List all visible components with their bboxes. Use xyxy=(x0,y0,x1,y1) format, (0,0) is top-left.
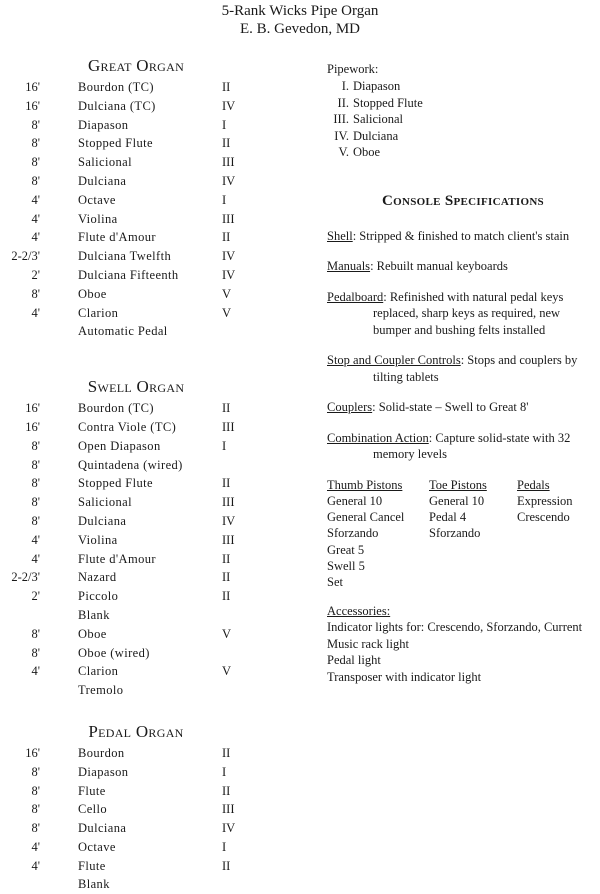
stop-pitch: 2-2/3' xyxy=(11,570,40,585)
stop-pitch: 4' xyxy=(31,532,40,547)
stop-row xyxy=(0,78,300,97)
spec-label: Stop and Coupler Controls xyxy=(327,353,461,367)
stop-name: Piccolo xyxy=(78,589,119,604)
pipework-item xyxy=(327,128,599,145)
stop-row xyxy=(0,606,300,625)
stop-rank: IV xyxy=(222,267,236,282)
stop-name: Clarion xyxy=(78,664,119,679)
accessory-item: Transposer with indicator light xyxy=(327,669,482,684)
stop-rank: I xyxy=(222,764,227,779)
spec-line xyxy=(327,399,599,416)
stop-pitch: 8' xyxy=(31,513,40,528)
stop-rank: II xyxy=(222,401,231,416)
stop-name: Cello xyxy=(78,802,108,817)
toe-piston-item: Pedal 4 xyxy=(429,510,467,525)
spec-label: Shell xyxy=(327,228,353,243)
spec-label: Combination Action xyxy=(327,430,429,445)
stop-row xyxy=(0,550,300,569)
stop-pitch: 4' xyxy=(31,551,40,566)
great-organ-title: Great Organ xyxy=(87,56,185,75)
stop-name: Flute xyxy=(78,783,106,798)
stop-pitch: 16' xyxy=(25,401,40,416)
stop-row xyxy=(0,474,300,493)
accessory-item: Music rack light xyxy=(327,636,409,651)
stop-rank: III xyxy=(222,802,235,817)
great-organ-section xyxy=(0,56,300,341)
stop-name: Contra Viole (TC) xyxy=(78,419,177,434)
stop-name: Stopped Flute xyxy=(78,476,153,491)
pipework-rank-number: II. xyxy=(337,95,349,110)
stop-row xyxy=(0,210,300,229)
stop-row xyxy=(0,493,300,512)
pipework-rank-number: III. xyxy=(333,112,349,126)
stop-name: Nazard xyxy=(78,570,117,585)
stop-pitch: 4' xyxy=(31,192,40,207)
console-spec xyxy=(327,228,599,245)
spec-text: : Refinished with natural pedal keys xyxy=(383,289,564,304)
stop-pitch: 8' xyxy=(31,764,40,779)
stop-rank: II xyxy=(222,476,231,491)
stop-row xyxy=(0,625,300,644)
stop-rank: IV xyxy=(222,98,236,113)
stop-name: Dulciana Twelfth xyxy=(78,249,172,264)
stop-row xyxy=(0,97,300,116)
stop-rank: II xyxy=(222,136,231,151)
stop-row xyxy=(0,191,300,210)
stop-rank: V xyxy=(222,664,232,679)
spec-continuation: replaced, sharp keys as required, new bumper and bushing felts installed xyxy=(373,306,561,337)
stop-name: Tremolo xyxy=(78,683,124,698)
stop-pitch: 16' xyxy=(25,419,40,434)
toe-pistons-title: Toe Pistons xyxy=(429,477,487,492)
stop-name: Open Diapason xyxy=(78,438,161,453)
stop-pitch: 4' xyxy=(31,858,40,873)
pipework-rank-name: Oboe xyxy=(353,145,381,159)
stop-rank: I xyxy=(222,117,227,132)
stop-row xyxy=(0,116,300,135)
stop-pitch: 4' xyxy=(31,839,40,854)
spec-label: Manuals xyxy=(327,259,371,273)
console-spec xyxy=(327,258,599,275)
stop-row xyxy=(0,456,300,475)
swell-organ-section xyxy=(0,377,300,700)
stop-rank: III xyxy=(222,532,235,547)
stop-rank: II xyxy=(222,80,231,94)
spec-label: Pedalboard xyxy=(327,289,384,304)
console-spec xyxy=(327,289,599,339)
stop-pitch: 4' xyxy=(31,305,40,320)
document-subtitle: E. B. Gevedon, MD xyxy=(240,21,360,37)
stop-row xyxy=(0,875,300,894)
stop-name: Bourdon (TC) xyxy=(78,80,154,94)
stop-pitch: 8' xyxy=(31,117,40,132)
stop-row xyxy=(0,512,300,531)
stop-rank xyxy=(222,606,262,625)
stop-name: Clarion xyxy=(78,305,119,320)
stop-row xyxy=(0,304,300,323)
pipework-item xyxy=(327,95,599,112)
spec-label: Couplers xyxy=(327,400,373,414)
pipework-rank-name: Salicional xyxy=(353,112,403,126)
stop-row xyxy=(0,285,300,304)
stop-rank: III xyxy=(222,211,235,226)
stop-row xyxy=(0,418,300,437)
stop-name: Oboe xyxy=(78,286,107,301)
stop-name: Dulciana xyxy=(78,173,127,188)
stop-row xyxy=(0,662,300,681)
stop-pitch: 8' xyxy=(31,286,40,301)
pedals-column xyxy=(517,477,573,591)
stop-rank: IV xyxy=(222,249,236,264)
stop-name: Salicional xyxy=(78,495,132,510)
stop-name: Bourdon xyxy=(78,745,125,760)
swell-organ-title: Swell Organ xyxy=(87,377,185,397)
stop-name: Octave xyxy=(78,839,116,854)
stop-rank: II xyxy=(222,570,231,585)
pipework-rank-number: I. xyxy=(341,79,349,93)
pipework-item xyxy=(327,78,599,95)
stop-rank: I xyxy=(222,839,227,854)
thumb-piston-item: Great 5 xyxy=(327,542,365,557)
thumb-piston-item: Sforzando xyxy=(327,526,379,541)
stop-rank xyxy=(222,322,262,341)
stop-rank xyxy=(222,644,262,663)
stop-pitch: 8' xyxy=(31,783,40,798)
stop-rank: IV xyxy=(222,173,236,188)
stop-row xyxy=(0,838,300,857)
stop-pitch: 16' xyxy=(25,98,40,113)
document-header xyxy=(0,2,600,38)
stop-pitch: 8' xyxy=(31,173,40,188)
stop-row xyxy=(0,322,300,341)
stop-name: Flute xyxy=(78,858,106,873)
stop-name: Dulciana (TC) xyxy=(78,98,156,113)
spec-line xyxy=(327,258,599,275)
stop-name: Bourdon (TC) xyxy=(78,401,154,416)
stop-row xyxy=(0,134,300,153)
stop-pitch: 4' xyxy=(31,664,40,679)
stop-name: Salicional xyxy=(78,155,132,170)
stop-pitch: 8' xyxy=(31,821,40,836)
toe-pistons-column xyxy=(429,477,517,591)
thumb-piston-item: General 10 xyxy=(327,493,383,508)
thumb-piston-item: General Cancel xyxy=(327,510,405,525)
pipework-rank-number: V. xyxy=(338,145,349,159)
spec-text: : Capture solid-state with 32 xyxy=(428,430,571,445)
stop-name: Violina xyxy=(78,211,118,226)
pedal-organ-title: Pedal Organ xyxy=(88,721,184,741)
pipework-rank-name: Dulciana xyxy=(353,128,399,143)
pipework-item xyxy=(327,144,599,161)
thumb-pistons-title: Thumb Pistons xyxy=(327,477,403,492)
great-stop-list xyxy=(0,78,300,341)
stop-pitch: 2-2/3' xyxy=(11,249,40,264)
pedal-item: Crescendo xyxy=(517,510,570,525)
stop-row xyxy=(0,228,300,247)
stop-rank: IV xyxy=(222,513,236,528)
stop-name: Quintadena (wired) xyxy=(78,457,183,472)
stop-rank: III xyxy=(222,155,235,170)
accessories-title: Accessories: xyxy=(327,603,391,618)
stop-rank: II xyxy=(222,230,231,245)
stop-name: Diapason xyxy=(78,764,129,779)
pipework-list xyxy=(327,78,599,161)
stop-pitch: 8' xyxy=(31,626,40,641)
stop-rank: II xyxy=(222,745,231,760)
stop-name: Stopped Flute xyxy=(78,136,153,151)
stop-row xyxy=(0,857,300,876)
stop-rank: II xyxy=(222,858,231,873)
pedal-stop-list xyxy=(0,744,300,894)
stop-pitch: 8' xyxy=(31,802,40,817)
stop-row xyxy=(0,782,300,801)
stop-name: Violina xyxy=(78,532,118,547)
spec-text: : Rebuilt manual keyboards xyxy=(370,259,508,273)
stop-rank xyxy=(222,875,262,894)
stop-row xyxy=(0,437,300,456)
stop-name: Dulciana Fifteenth xyxy=(78,267,179,282)
stop-row xyxy=(0,819,300,838)
toe-piston-item: General 10 xyxy=(429,493,485,508)
stop-pitch: 4' xyxy=(31,211,40,226)
console-spec xyxy=(327,352,599,385)
spec-continuation: memory levels xyxy=(373,447,447,461)
stop-pitch: 8' xyxy=(31,645,40,660)
spec-line xyxy=(327,430,599,447)
stop-pitch xyxy=(0,681,40,700)
stop-row xyxy=(0,172,300,191)
swell-stop-list xyxy=(0,399,300,700)
stop-rank: I xyxy=(222,438,227,453)
stop-row xyxy=(0,399,300,418)
stop-name: Oboe xyxy=(78,626,107,641)
spec-continuation: tilting tablets xyxy=(373,369,439,384)
spec-line xyxy=(327,352,599,369)
stop-pitch: 2' xyxy=(31,267,40,282)
thumb-pistons-column xyxy=(327,477,429,591)
pedal-item: Expression xyxy=(517,493,573,508)
pipework-section xyxy=(327,60,599,161)
stop-pitch xyxy=(0,875,40,894)
document-title: 5-Rank Wicks Pipe Organ xyxy=(221,3,379,19)
stop-pitch: 8' xyxy=(31,457,40,472)
accessory-item: Pedal light xyxy=(327,653,381,668)
console-title: Console Specifications xyxy=(382,192,544,209)
stop-name: Flute d'Amour xyxy=(78,230,156,245)
spec-text: : Stripped & finished to match client's stain xyxy=(352,228,570,243)
stop-name: Flute d'Amour xyxy=(78,551,156,566)
thumb-piston-item: Set xyxy=(327,575,343,590)
stop-pitch: 16' xyxy=(25,80,40,94)
specifications-column xyxy=(327,60,599,685)
spec-line xyxy=(327,289,599,306)
pipework-rank-number: IV. xyxy=(334,128,349,143)
stop-row xyxy=(0,153,300,172)
stop-row xyxy=(0,744,300,763)
stop-name: Diapason xyxy=(78,117,129,132)
stop-rank: II xyxy=(222,589,231,604)
toe-piston-item: Sforzando xyxy=(429,526,481,541)
pipework-title: Pipework: xyxy=(327,62,379,76)
stop-rank: III xyxy=(222,419,235,434)
pedal-organ-section xyxy=(0,722,300,894)
pedals-title: Pedals xyxy=(517,477,550,492)
stop-rank xyxy=(222,456,262,475)
spec-text: : Stops and couplers by xyxy=(460,353,578,367)
stop-pitch: 16' xyxy=(25,745,40,760)
stop-row xyxy=(0,266,300,285)
stop-rank: II xyxy=(222,783,231,798)
stop-pitch xyxy=(0,322,40,341)
stop-pitch: 4' xyxy=(31,230,40,245)
stop-name: Automatic Pedal xyxy=(78,324,168,339)
console-spec xyxy=(327,430,599,463)
stop-rank: V xyxy=(222,305,232,320)
accessories-section xyxy=(327,603,599,686)
stop-rank: I xyxy=(222,192,227,207)
stop-row xyxy=(0,681,300,700)
stop-row xyxy=(0,644,300,663)
stop-row xyxy=(0,531,300,550)
stop-name: Octave xyxy=(78,192,116,207)
stop-pitch: 8' xyxy=(31,438,40,453)
console-spec-list xyxy=(327,228,599,463)
stop-row xyxy=(0,587,300,606)
stop-pitch: 8' xyxy=(31,155,40,170)
stop-rank: V xyxy=(222,626,232,641)
pipework-rank-name: Stopped Flute xyxy=(353,95,423,110)
stop-row xyxy=(0,568,300,587)
spec-line xyxy=(327,228,599,245)
stop-pitch: 8' xyxy=(31,476,40,491)
stoplist-column xyxy=(0,56,300,894)
spec-text: : Solid-state – Swell to Great 8' xyxy=(372,400,529,414)
pistons-table xyxy=(327,477,599,591)
console-spec xyxy=(327,399,599,416)
pipework-rank-name: Diapason xyxy=(353,79,401,93)
stop-pitch: 2' xyxy=(31,589,40,604)
stop-pitch: 8' xyxy=(31,495,40,510)
stop-name: Oboe (wired) xyxy=(78,645,150,660)
stop-row xyxy=(0,247,300,266)
stop-pitch: 8' xyxy=(31,136,40,151)
stop-row xyxy=(0,800,300,819)
stop-rank: III xyxy=(222,495,235,510)
pipework-item xyxy=(327,111,599,128)
stop-rank xyxy=(222,681,262,700)
stop-name: Dulciana xyxy=(78,513,127,528)
accessory-item: Indicator lights for: Crescendo, Sforzando, Current xyxy=(327,620,583,635)
thumb-piston-item: Swell 5 xyxy=(327,558,365,573)
stop-rank: II xyxy=(222,551,231,566)
stop-name: Blank xyxy=(78,607,110,622)
stop-name: Dulciana xyxy=(78,821,127,836)
stop-pitch xyxy=(0,606,40,625)
stop-row xyxy=(0,763,300,782)
stop-name: Blank xyxy=(78,877,110,892)
stop-rank: IV xyxy=(222,821,236,836)
stop-rank: V xyxy=(222,286,232,301)
